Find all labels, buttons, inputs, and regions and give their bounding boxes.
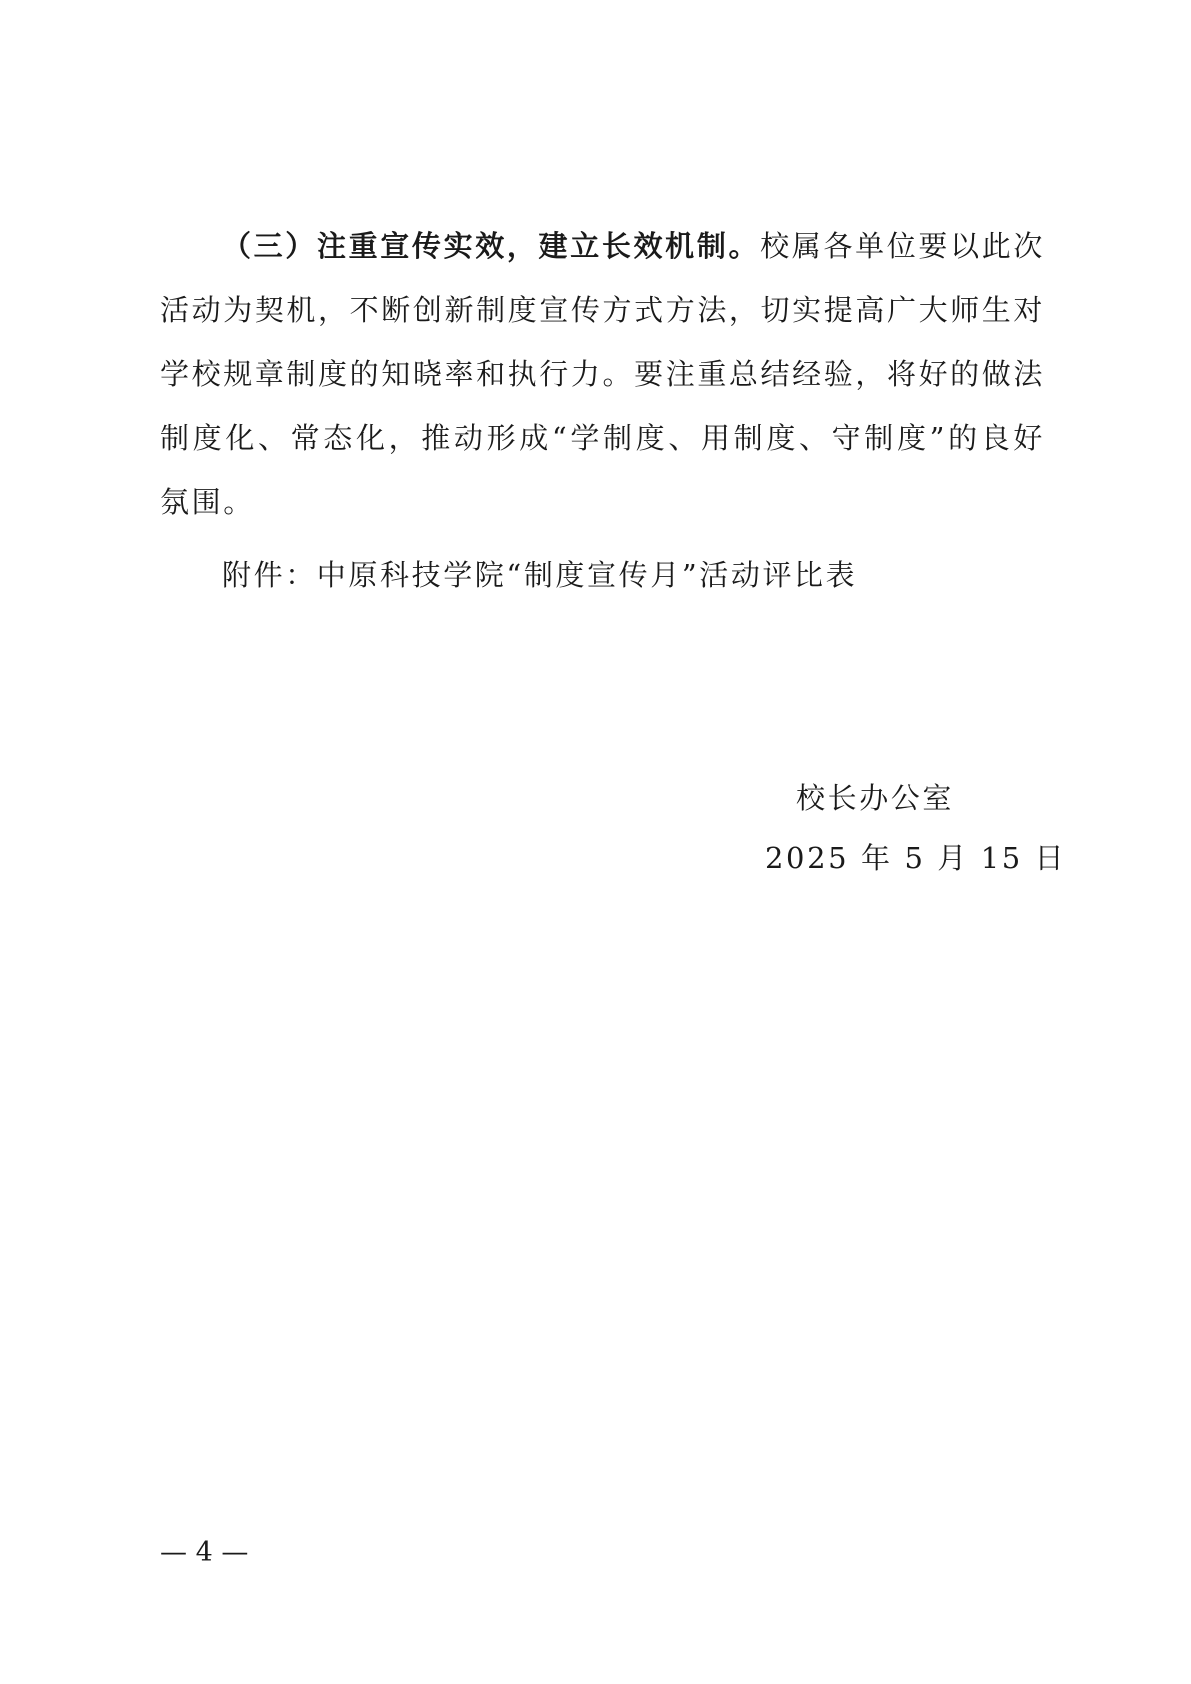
page-number: — 4 — [160,1537,249,1568]
body-paragraph [160,214,1045,534]
issuing-office: 校长办公室 [796,781,955,815]
paragraph-lead-heading: （三）注重宣传实效，建立长效机制。 [222,229,761,263]
paragraph-text: 校属各单位要以此次活动为契机，不断创新制度宣传方式方法，切实提高广大师生对学校规章制度的知晓率和执行力。要注重总结经验，将好的做法制度化、常态化，推动形成“学制度、用制度、守制度”的良好氛围。 [160,229,1046,519]
attachment-line: 附件：中原科技学院“制度宣传月”活动评比表 [222,558,858,592]
issue-date: 2025 年 5 月 15 日 [765,841,1067,875]
